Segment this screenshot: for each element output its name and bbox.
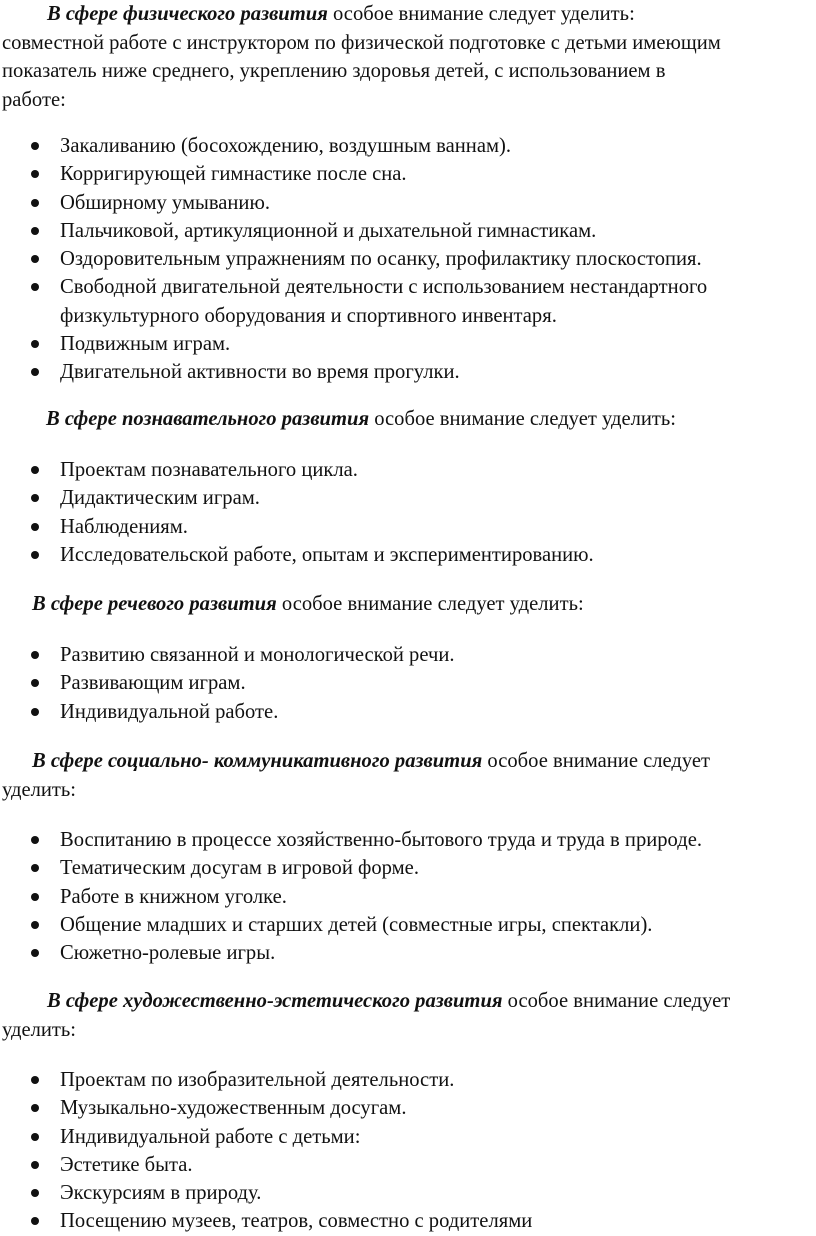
section-cognitive-list [0, 456, 816, 569]
bullet-icon [31, 708, 39, 716]
bullet-icon [31, 227, 39, 235]
bullet-icon [31, 1217, 39, 1225]
list-item: Исследовательской работе, опытам и экспериментированию. [0, 541, 816, 569]
list-item: Проектам познавательного цикла. [0, 456, 816, 484]
list-item: Работе в книжном уголке. [0, 883, 816, 911]
section-speech-intro [2, 590, 814, 619]
section-heading: В сфере художественно-эстетического развития [47, 990, 503, 1012]
list-item: Корригирующей гимнастике после сна. [0, 160, 816, 188]
list-item: Индивидуальной работе с детьми: [0, 1123, 816, 1151]
section-aesthetic-list [0, 1066, 816, 1236]
section-social-intro [2, 747, 814, 804]
section-heading: В сфере речевого развития [32, 593, 277, 615]
intro-line: совместной работе с инструктором по физической подготовке с детьми имеющим [2, 31, 721, 54]
bullet-icon [31, 170, 39, 178]
section-heading: В сфере социально- коммуникативного развития [32, 750, 483, 772]
list-item: Экскурсиям в природу. [0, 1179, 816, 1207]
bullet-icon [31, 340, 39, 348]
section-social-list [0, 826, 816, 967]
bullet-icon [31, 921, 39, 929]
section-cognitive-intro [2, 405, 814, 434]
intro-text: особое внимание следует уделить: [369, 408, 677, 430]
list-item: Оздоровительным упражнениям по осанку, профилактику плоскостопия. [0, 245, 816, 273]
list-item: Сюжетно-ролевые игры. [0, 939, 816, 967]
intro-first-line [2, 0, 814, 29]
list-item: Посещению музеев, театров, совместно с родителями [0, 1207, 816, 1235]
bullet-icon [31, 1161, 39, 1169]
bullet-icon [31, 864, 39, 872]
bullet-icon [31, 1104, 39, 1112]
bullet-icon [31, 283, 39, 291]
bullet-icon [31, 1133, 39, 1141]
bullet-icon [31, 651, 39, 659]
intro-first-line [2, 747, 814, 776]
intro-line: работе: [2, 89, 66, 112]
section-aesthetic-intro [2, 987, 814, 1044]
intro-text: особое внимание следует уделить: [327, 3, 635, 25]
bullet-icon [31, 1076, 39, 1084]
bullet-icon [31, 551, 39, 559]
list-item: Воспитанию в процессе хозяйственно-бытового труда и труда в природе. [0, 826, 816, 854]
bullet-icon [31, 679, 39, 687]
intro-first-line [2, 405, 814, 434]
list-item: Дидактическим играм. [0, 484, 816, 512]
section-speech-list [0, 641, 816, 726]
list-item: Индивидуальной работе. [0, 698, 816, 726]
intro-text: особое внимание следует [502, 990, 731, 1012]
list-item: Свободной двигательной деятельности с использованием нестандартного физкультурного оборудования и спортивного инвентаря. [0, 273, 816, 330]
section-heading: В сфере познавательного развития [46, 408, 370, 430]
list-item: Наблюдениям. [0, 513, 816, 541]
bullet-icon [31, 523, 39, 531]
list-item: Развивающим играм. [0, 669, 816, 697]
intro-line: показатель ниже среднего, укреплению здоровья детей, с использованием в [2, 60, 666, 83]
bullet-icon [31, 1189, 39, 1197]
bullet-icon [31, 836, 39, 844]
intro-first-line [2, 987, 814, 1016]
list-item: Общение младших и старших детей (совместные игры, спектакли). [0, 911, 816, 939]
bullet-icon [31, 255, 39, 263]
bullet-icon [31, 199, 39, 207]
intro-text: особое внимание следует [482, 750, 711, 772]
list-item: Эстетике быта. [0, 1151, 816, 1179]
bullet-icon [31, 949, 39, 957]
section-physical-list [0, 132, 816, 387]
section-heading: В сфере физического развития [47, 3, 328, 25]
bullet-icon [31, 142, 39, 150]
list-item: Двигательной активности во время прогулки. [0, 358, 816, 386]
intro-text: особое внимание следует уделить: [276, 593, 584, 615]
bullet-icon [31, 494, 39, 502]
list-item: Развитию связанной и монологической речи. [0, 641, 816, 669]
intro-line: уделить: [2, 1018, 77, 1041]
section-physical-intro [2, 0, 814, 115]
list-item: Обширному умыванию. [0, 189, 816, 217]
list-item: Музыкально-художественным досугам. [0, 1094, 816, 1122]
intro-line: уделить: [2, 778, 77, 801]
list-item: Закаливанию (босохождению, воздушным ваннам). [0, 132, 816, 160]
list-item: Проектам по изобразительной деятельности. [0, 1066, 816, 1094]
list-item: Тематическим досугам в игровой форме. [0, 854, 816, 882]
list-item: Пальчиковой, артикуляционной и дыхательной гимнастикам. [0, 217, 816, 245]
bullet-icon [31, 893, 39, 901]
list-item: Подвижным играм. [0, 330, 816, 358]
bullet-icon [31, 466, 39, 474]
intro-first-line [2, 590, 814, 619]
bullet-icon [31, 368, 39, 376]
